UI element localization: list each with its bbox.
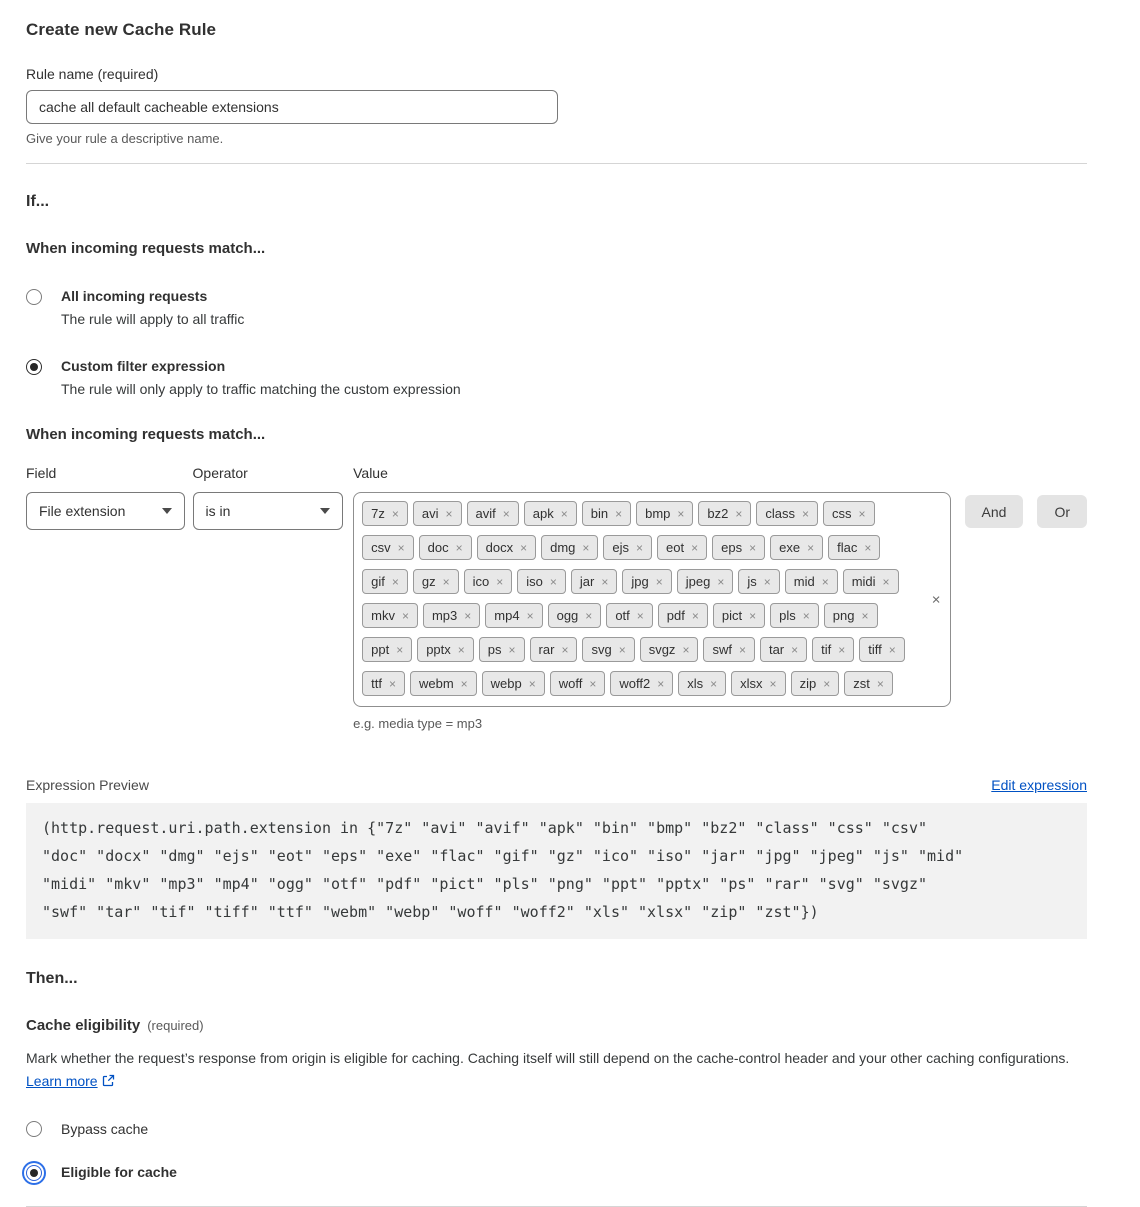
remove-tag-icon[interactable]: × (520, 540, 528, 555)
value-tag-label: mp3 (431, 608, 458, 623)
radio-bypass-cache[interactable] (26, 1121, 42, 1137)
value-tag-label: exe (779, 540, 801, 555)
value-tag-label: bmp (645, 506, 671, 521)
value-tag[interactable] (413, 569, 459, 594)
external-link-icon (102, 1071, 115, 1094)
remove-tag-icon[interactable]: × (391, 574, 399, 589)
remove-tag-icon[interactable]: × (508, 642, 516, 657)
value-tag-label: pdf (666, 608, 685, 623)
value-tag[interactable] (479, 637, 525, 662)
value-tag-label: woff (558, 676, 583, 691)
value-tag-label: mid (793, 574, 815, 589)
value-tag[interactable] (482, 671, 545, 696)
remove-tag-icon[interactable]: × (838, 642, 846, 657)
value-tag[interactable] (770, 535, 823, 560)
value-tag[interactable] (582, 637, 634, 662)
radio-all-incoming-requests[interactable] (26, 289, 42, 305)
remove-tag-icon[interactable]: × (391, 506, 399, 521)
remove-tag-icon[interactable]: × (397, 540, 405, 555)
value-tag-label: ps (487, 642, 502, 657)
value-tag[interactable] (843, 569, 899, 594)
remove-tag-icon[interactable]: × (763, 574, 771, 589)
rule-name-group (26, 66, 1087, 146)
value-tag[interactable] (362, 603, 418, 628)
value-tag-label: pict (721, 608, 743, 623)
value-label: Value (353, 465, 388, 481)
remove-tag-icon[interactable]: × (636, 540, 644, 555)
rule-name-helper: Give your rule a descriptive name. (26, 131, 224, 146)
cache-eligibility-header (26, 1017, 1087, 1034)
remove-tag-icon[interactable]: × (691, 540, 699, 555)
value-tag[interactable] (362, 671, 405, 696)
value-tag[interactable] (477, 535, 536, 560)
expression-line: "midi" "mkv" "mp3" "mp4" "ogg" "otf" "pdf" "pict" "pls" "png" "ppt" "pptx" "ps" "rar" "svg" "svgz" (42, 875, 928, 893)
value-tag[interactable] (678, 671, 726, 696)
remove-tag-icon[interactable]: × (691, 608, 699, 623)
value-tag-label: eps (721, 540, 743, 555)
expression-line: "doc" "docx" "dmg" "ejs" "eot" "eps" "exe" "flac" "gif" "gz" "ico" "iso" "jar" "jpg" "jpeg" "js" "mid" (42, 847, 964, 865)
remove-tag-icon[interactable]: × (738, 642, 746, 657)
remove-tag-icon[interactable]: × (717, 574, 725, 589)
value-tag[interactable] (413, 501, 462, 526)
remove-tag-icon[interactable]: × (882, 574, 890, 589)
value-tag-label: webm (418, 676, 454, 691)
value-tag-label: ogg (556, 608, 579, 623)
field-select-value: File extension (39, 503, 126, 519)
remove-tag-icon[interactable]: × (618, 642, 626, 657)
chevron-down-icon (320, 508, 330, 514)
remove-tag-icon[interactable]: × (502, 506, 510, 521)
value-tag[interactable] (464, 569, 513, 594)
value-tag[interactable] (812, 637, 854, 662)
radio-eligible-for-cache[interactable] (26, 1165, 42, 1181)
option-bypass-cache[interactable] (26, 1121, 1087, 1137)
remove-tag-icon[interactable]: × (615, 506, 623, 521)
cache-eligibility-label: Cache eligibility (26, 1017, 141, 1034)
value-tag-label: bin (590, 506, 609, 521)
value-tag-label: xlsx (740, 676, 763, 691)
remove-tag-icon[interactable]: × (802, 506, 810, 521)
expression-line: "swf" "tar" "tif" "tiff" "ttf" "webm" "webp" "woff" "woff2" "xls" "xlsx" "zip" "zst"}) (42, 903, 819, 921)
value-tag[interactable] (844, 671, 893, 696)
value-tag-label: iso (526, 574, 543, 589)
value-helper: e.g. media type = mp3 (353, 716, 483, 731)
value-tag[interactable] (524, 501, 577, 526)
value-tag[interactable] (571, 569, 617, 594)
value-tag-label: dmg (550, 540, 576, 555)
option-all-incoming-requests[interactable] (26, 288, 1087, 327)
value-tag-label: flac (837, 540, 858, 555)
option-eligible-for-cache[interactable] (26, 1164, 1087, 1181)
description-text: Mark whether the request’s response from origin is eligible for caching. Caching itself will still depend on the cache-control header and your other caching configurations. (26, 1050, 1070, 1066)
value-tag[interactable] (636, 501, 693, 526)
value-tag-label: avif (475, 506, 496, 521)
value-tag-label: bz2 (707, 506, 729, 521)
rule-name-input[interactable] (26, 90, 558, 124)
value-tag-label: mp4 (494, 608, 520, 623)
value-tag-label: ttf (371, 676, 382, 691)
value-tag[interactable] (738, 569, 779, 594)
remove-tag-icon[interactable]: × (655, 574, 663, 589)
remove-tag-icon[interactable]: × (455, 540, 463, 555)
value-tag-label: gif (371, 574, 385, 589)
value-tag-label: zst (853, 676, 870, 691)
option-texts (61, 1121, 148, 1137)
expression-line: (http.request.uri.path.extension in {"7z" "avi" "avif" "apk" "bin" "bmp" "bz2" "class" "css" "csv" (42, 819, 928, 837)
value-tag[interactable] (530, 637, 578, 662)
value-tag[interactable] (550, 671, 606, 696)
option-description: The rule will only apply to traffic matching the custom expression (61, 381, 461, 397)
value-tag[interactable] (859, 637, 905, 662)
value-tag[interactable] (467, 501, 519, 526)
value-tag-label: png (832, 608, 855, 623)
remove-tag-icon[interactable]: × (749, 608, 757, 623)
value-column (353, 465, 950, 731)
value-tag-label: xls (687, 676, 704, 691)
value-tag-label: swf (712, 642, 732, 657)
remove-tag-icon[interactable]: × (861, 608, 869, 623)
operator-select[interactable] (193, 492, 344, 530)
learn-more-link[interactable]: Learn more (26, 1073, 98, 1089)
remove-tag-icon[interactable]: × (401, 608, 409, 623)
option-label: All incoming requests (61, 288, 208, 304)
if-heading: If... (26, 193, 50, 210)
value-tag[interactable] (410, 671, 477, 696)
remove-tag-icon[interactable]: × (560, 506, 568, 521)
expression-builder-row (26, 465, 1087, 731)
builder-match-heading: When incoming requests match... (26, 426, 266, 443)
remove-tag-icon[interactable]: × (636, 608, 644, 623)
remove-tag-icon[interactable]: × (802, 608, 810, 623)
value-tag[interactable] (785, 569, 838, 594)
field-select[interactable] (26, 492, 185, 530)
value-tag-label: webp (490, 676, 522, 691)
remove-tag-icon[interactable]: × (585, 608, 593, 623)
value-tag[interactable] (419, 535, 472, 560)
value-tag-label: zip (799, 676, 817, 691)
value-tag-label: woff2 (619, 676, 651, 691)
option-description: The rule will apply to all traffic (61, 311, 245, 327)
remove-tag-icon[interactable]: × (464, 608, 472, 623)
value-tag-label: apk (532, 506, 554, 521)
remove-tag-icon[interactable]: × (807, 540, 815, 555)
value-tag[interactable] (658, 603, 708, 628)
value-tag[interactable] (362, 501, 408, 526)
operator-column (193, 465, 344, 530)
operator-select-value: is in (205, 503, 231, 519)
required-note: (required) (147, 1018, 204, 1033)
option-label: Bypass cache (61, 1121, 149, 1137)
if-match-heading: When incoming requests match... (26, 240, 266, 257)
value-tag-label: docx (485, 540, 514, 555)
remove-tag-icon[interactable]: × (769, 676, 777, 691)
option-texts (61, 1164, 177, 1181)
remove-tag-icon[interactable]: × (549, 574, 557, 589)
value-tag-label: pls (779, 608, 796, 623)
remove-tag-icon[interactable]: × (657, 676, 665, 691)
remove-tag-icon[interactable]: × (821, 574, 829, 589)
remove-tag-icon[interactable]: × (858, 506, 866, 521)
value-tag[interactable] (517, 569, 566, 594)
value-tag[interactable] (362, 637, 412, 662)
value-tag[interactable] (712, 535, 765, 560)
section-divider (26, 163, 1087, 164)
value-tag-label: jpeg (685, 574, 711, 589)
value-tag-label: rar (538, 642, 555, 657)
remove-tag-icon[interactable]: × (460, 676, 468, 691)
remove-tag-icon[interactable]: × (823, 676, 831, 691)
value-tag-label: pptx (426, 642, 451, 657)
value-tag[interactable] (791, 671, 840, 696)
remove-tag-icon[interactable]: × (457, 642, 465, 657)
field-label: Field (26, 465, 57, 481)
value-tag-label: gz (421, 574, 436, 589)
value-tag-label: csv (371, 540, 391, 555)
option-texts (61, 288, 244, 327)
option-texts (61, 358, 461, 397)
value-tag-label: js (747, 574, 757, 589)
value-tag[interactable] (541, 535, 598, 560)
remove-tag-icon[interactable]: × (735, 506, 743, 521)
remove-tag-icon[interactable]: × (888, 642, 896, 657)
value-tag-label: midi (851, 574, 876, 589)
value-tag[interactable] (606, 603, 652, 628)
remove-tag-icon[interactable]: × (749, 540, 757, 555)
value-tag[interactable] (548, 603, 602, 628)
value-tag-label: jpg (631, 574, 649, 589)
value-tags (362, 501, 919, 696)
option-custom-filter-expression[interactable] (26, 358, 1087, 397)
remove-tag-icon[interactable]: × (388, 676, 396, 691)
remove-tag-icon[interactable]: × (876, 676, 884, 691)
value-tag[interactable] (622, 569, 671, 594)
value-tag-label: css (832, 506, 852, 521)
then-heading: Then... (26, 970, 78, 987)
expression-preview-code (26, 803, 1087, 939)
remove-tag-icon[interactable]: × (528, 676, 536, 691)
remove-tag-icon[interactable]: × (442, 574, 450, 589)
value-tag[interactable] (823, 501, 875, 526)
remove-tag-icon[interactable]: × (445, 506, 453, 521)
remove-tag-icon[interactable]: × (589, 676, 597, 691)
cache-eligibility-description (26, 1047, 1086, 1094)
value-tag[interactable] (698, 501, 751, 526)
remove-tag-icon[interactable]: × (864, 540, 872, 555)
value-tag-label: 7z (371, 506, 385, 521)
remove-tag-icon[interactable]: × (526, 608, 534, 623)
remove-tag-icon[interactable]: × (561, 642, 569, 657)
field-column (26, 465, 185, 530)
option-label: Custom filter expression (61, 358, 226, 374)
value-tag[interactable] (610, 671, 673, 696)
value-tag-label: jar (579, 574, 595, 589)
value-tag-label: ico (472, 574, 490, 589)
radio-custom-filter-expression[interactable] (26, 359, 42, 375)
or-button[interactable]: Or (1037, 495, 1087, 528)
operator-label: Operator (192, 465, 248, 481)
value-tag[interactable] (485, 603, 542, 628)
value-tag[interactable] (731, 671, 785, 696)
value-tag-label: svg (591, 642, 612, 657)
value-tag[interactable] (362, 569, 408, 594)
value-tag-label: tiff (868, 642, 882, 657)
value-tag-label: mkv (371, 608, 395, 623)
value-tag[interactable] (760, 637, 807, 662)
andor-buttons (965, 495, 1087, 528)
value-tag[interactable] (657, 535, 707, 560)
expression-preview-label: Expression Preview (26, 777, 149, 793)
value-tag-label: otf (615, 608, 630, 623)
value-tag[interactable] (423, 603, 480, 628)
option-label: Eligible for cache (61, 1164, 177, 1180)
value-tag[interactable] (362, 535, 414, 560)
value-tag[interactable] (756, 501, 818, 526)
and-button[interactable]: And (965, 495, 1024, 528)
value-tag[interactable] (713, 603, 765, 628)
expression-preview-header (26, 777, 1087, 793)
rule-name-label: Rule name (required) (26, 66, 159, 82)
value-tag-label: doc (427, 540, 449, 555)
chevron-down-icon (162, 508, 172, 514)
value-tag[interactable] (703, 637, 755, 662)
remove-tag-icon[interactable]: × (710, 676, 718, 691)
value-tag[interactable] (582, 501, 631, 526)
edit-expression-link[interactable]: Edit expression (991, 777, 1087, 793)
value-tag[interactable] (824, 603, 878, 628)
remove-tag-icon[interactable]: × (496, 574, 504, 589)
value-tag[interactable] (603, 535, 652, 560)
value-tag-label: class (765, 506, 796, 521)
value-tag-label: ejs (612, 540, 630, 555)
remove-tag-icon[interactable]: × (791, 642, 799, 657)
value-tag-label: avi (421, 506, 439, 521)
value-tag-label: tar (768, 642, 785, 657)
value-tag[interactable] (417, 637, 474, 662)
clear-all-icon[interactable]: × (931, 591, 941, 608)
remove-tag-icon[interactable]: × (682, 642, 690, 657)
remove-tag-icon[interactable]: × (582, 540, 590, 555)
value-multiselect[interactable] (353, 492, 950, 707)
remove-tag-icon[interactable]: × (396, 642, 404, 657)
value-tag[interactable] (640, 637, 699, 662)
value-tag-label: ppt (371, 642, 390, 657)
remove-tag-icon[interactable]: × (601, 574, 609, 589)
remove-tag-icon[interactable]: × (677, 506, 685, 521)
value-tag[interactable] (828, 535, 880, 560)
value-tag[interactable] (770, 603, 819, 628)
value-tag-label: svgz (648, 642, 676, 657)
value-tag[interactable] (677, 569, 734, 594)
page-title: Create new Cache Rule (26, 20, 217, 39)
value-tag-label: eot (666, 540, 685, 555)
value-tag-label: tif (821, 642, 832, 657)
